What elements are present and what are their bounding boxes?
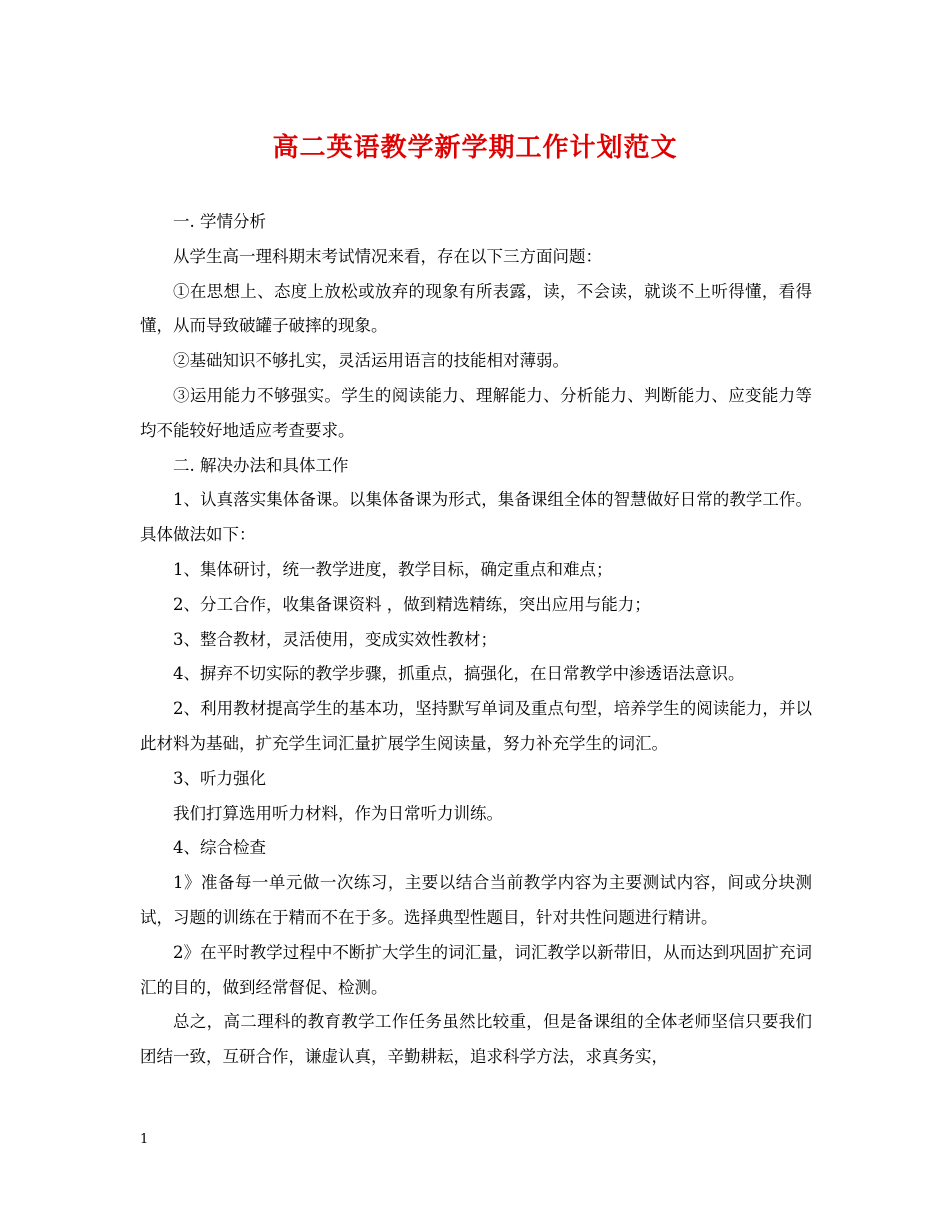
paragraph: 我们打算选用听力材料，作为日常听力训练。: [173, 803, 503, 823]
paragraph: 1》准备每一单元做一次练习，主要以结合当前教学内容为主要测试内容，间或分块测试，习题的训练在于精而不在于多。选择典型性题目，针对共性问题进行精讲。: [140, 873, 812, 927]
list-item: 1、集体研讨，统一教学进度，教学目标，确定重点和难点；: [173, 559, 613, 579]
list-item-problem-3: ③运用能力不够强实。学生的阅读能力、理解能力、分析能力、判断能力、应变能力等均不能较好地适应考查要求。: [140, 385, 812, 440]
subheading-listening: 3、听力强化: [173, 768, 266, 788]
paragraph-conclusion: 总之，高二理科的教育教学工作任务虽然比较重，但是备课组的全体老师坚信只要我们团结一致，互研合作，谦虚认真，辛勤耕耘，追求科学方法，求真务实，: [140, 1012, 812, 1067]
list-item-problem-2: ②基础知识不够扎实，灵活运用语言的技能相对薄弱。: [173, 351, 569, 371]
section-heading-solutions: 二. 解决办法和具体工作: [173, 455, 349, 475]
list-item: 4、摒弃不切实际的教学步骤，抓重点，搞强化，在日常教学中渗透语法意识。: [173, 664, 745, 684]
paragraph: 从学生高一理科期末考试情况来看，存在以下三方面问题：: [173, 246, 602, 266]
page-number: 1: [140, 1132, 149, 1147]
document-title: 高二英语教学新学期工作计划范文: [272, 133, 678, 163]
list-item: 3、整合教材，灵活使用，变成实效性教材；: [173, 629, 497, 649]
document-body: [140, 205, 812, 1075]
paragraph: 2》在平时教学过程中不断扩大学生的词汇量，词汇教学以新带旧，从而达到巩固扩充词汇的目的，做到经常督促、检测。: [140, 942, 812, 997]
list-item-problem-1: ①在思想上、态度上放松或放弃的现象有所表露，读，不会读，就谈不上听得懂，看得懂，从而导致破罐子破摔的现象。: [140, 281, 812, 336]
list-item: 2、分工合作，收集备课资料 ，做到精选精练，突出应用与能力；: [173, 594, 651, 614]
paragraph: 2、利用教材提高学生的基本功，坚持默写单词及重点句型，培养学生的阅读能力，并以此材料为基础，扩充学生词汇量扩展学生阅读量，努力补充学生的词汇。: [140, 699, 812, 753]
subheading-review: 4、综合检查: [173, 838, 266, 858]
section-heading-analysis: 一. 学情分析: [173, 212, 266, 231]
paragraph: 1、认真落实集体备课。以集体备课为形式，集备课组全体的智慧做好日常的教学工作。具体做法如下：: [140, 490, 812, 545]
